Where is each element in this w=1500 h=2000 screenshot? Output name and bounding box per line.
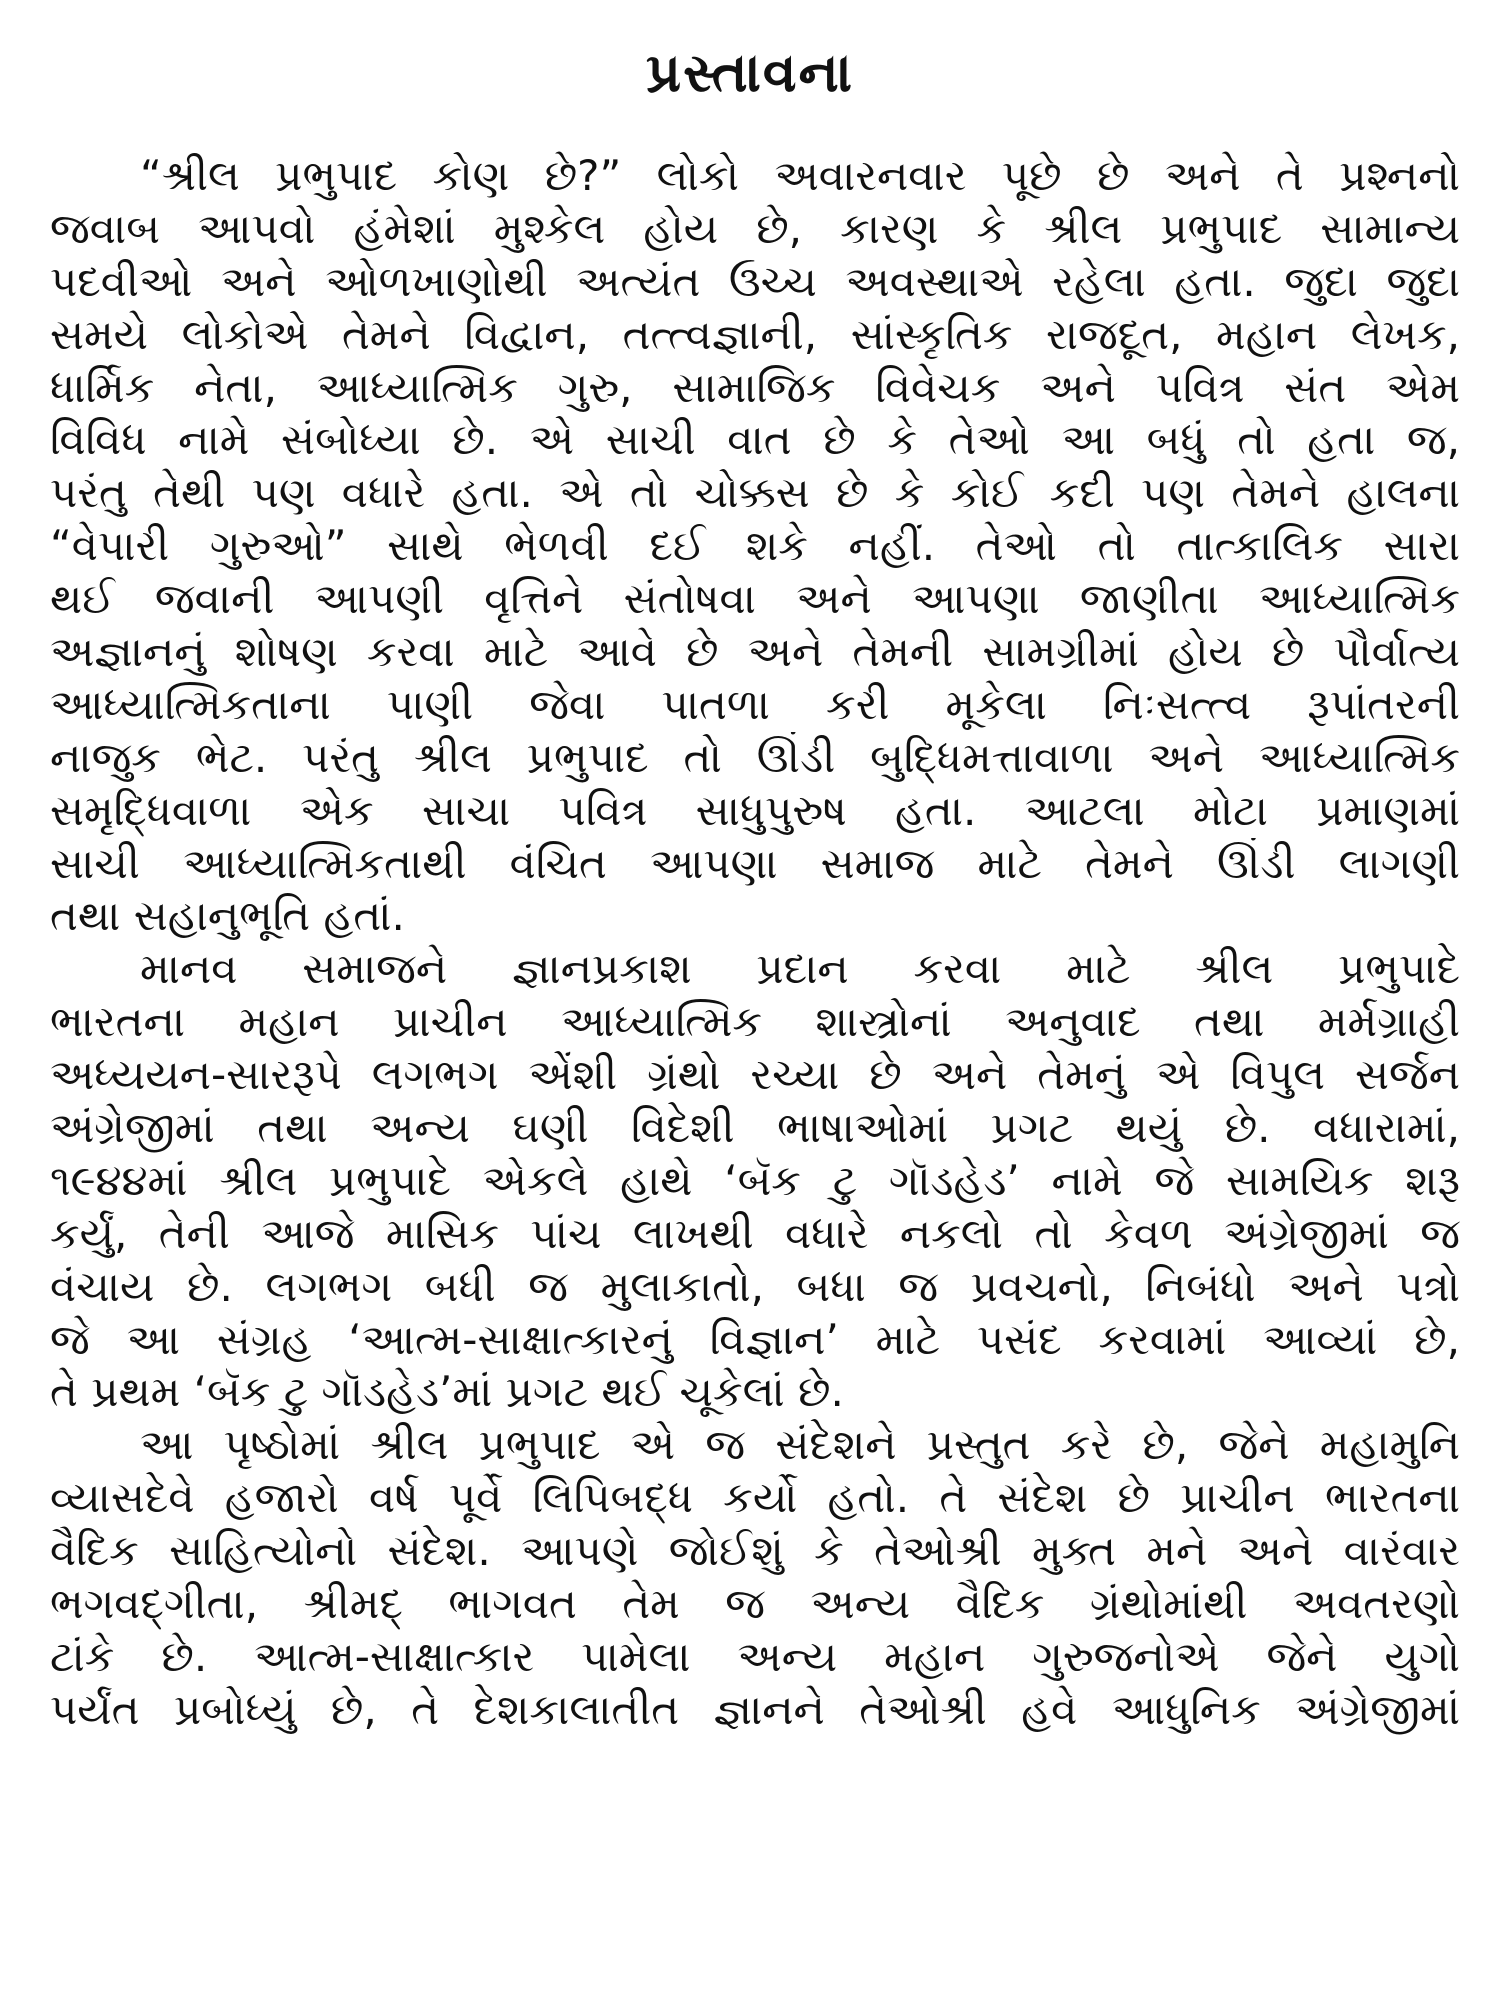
text-line: અધ્યયન-સારરૂપે લગભગ એંશી ગ્રંથો રચ્યા છે અને તેમનું એ વિપુલ સર્જન	[50, 1050, 1460, 1100]
page-title: પ્રસ્તાવના	[646, 41, 854, 104]
text-line: માનવ સમાજને જ્ઞાનપ્રકાશ પ્રદાન કરવા માટે શ્રીલ પ્રભુપાદે	[140, 944, 1460, 994]
text-line: વૈદિક સાહિત્યોનો સંદેશ. આપણે જોઈશું કે તેઓશ્રી મુક્ત મને અને વારંવાર	[50, 1526, 1460, 1576]
text-line: નાજુક ભેટ. પરંતુ શ્રીલ પ્રભુપાદ તો ઊંડી બુદ્ધિમત્તાવાળા અને આધ્યાત્મિક	[50, 732, 1460, 782]
text-line: ભારતના મહાન પ્રાચીન આધ્યાત્મિક શાસ્ત્રોનાં અનુવાદ તથા મર્મગ્રાહી	[50, 997, 1460, 1047]
text-line: ભગવદ્ગીતા, શ્રીમદ્ ભાગવત તેમ જ અન્ય વૈદિક ગ્રંથોમાંથી અવતરણો	[50, 1579, 1460, 1629]
text-line: સાચી આધ્યાત્મિકતાથી વંચિત આપણા સમાજ માટે તેમને ઊંડી લાગણી	[50, 838, 1460, 888]
text-line: વિવિધ નામે સંબોધ્યા છે. એ સાચી વાત છે કે તેઓ આ બધું તો હતા જ,	[50, 415, 1460, 465]
text-line: અજ્ઞાનનું શોષણ કરવા માટે આવે છે અને તેમની સામગ્રીમાં હોય છે પૌર્વાત્ય	[50, 627, 1460, 677]
text-line: “શ્રીલ પ્રભુપાદ કોણ છે?” લોકો અવારનવાર પૂછે છે અને તે પ્રશ્નનો	[140, 151, 1460, 200]
text-line: સમયે લોકોએ તેમને વિદ્વાન, તત્ત્વજ્ઞાની, સાંસ્કૃતિક રાજદૂત, મહાન લેખક,	[50, 309, 1460, 359]
text-line: જવાબ આપવો હંમેશાં મુશ્કેલ હોય છે, કારણ કે શ્રીલ પ્રભુપાદ સામાન્ય	[50, 203, 1460, 253]
text-line: ટાંકે છે. આત્મ-સાક્ષાત્કાર પામેલા અન્ય મહાન ગુરુજનોએ જેને યુગો	[50, 1631, 1460, 1681]
text-line: કર્યું, તેની આજે માસિક પાંચ લાખથી વધારે નકલો તો કેવળ અંગ્રેજીમાં જ	[50, 1208, 1460, 1258]
text-line: વ્યાસદેવે હજારો વર્ષ પૂર્વે લિપિબદ્ધ કર્યો હતો. તે સંદેશ છે પ્રાચીન ભારતના	[50, 1473, 1460, 1523]
text-line: આ પૃષ્ઠોમાં શ્રીલ પ્રભુપાદ એ જ સંદેશને પ્રસ્તુત કરે છે, જેને મહામુનિ	[140, 1420, 1460, 1470]
text-line: વંચાય છે. લગભગ બધી જ મુલાકાતો, બધા જ પ્રવચનો, નિબંધો અને પત્રો	[50, 1261, 1460, 1311]
text-line: આધ્યાત્મિકતાના પાણી જેવા પાતળા કરી મૂકેલા નિઃસત્ત્વ રૂપાંતરની	[50, 679, 1460, 729]
text-line: તથા સહાનુભૂતિ હતાં.	[50, 891, 405, 941]
text-line: તે પ્રથમ ‘બૅક ટુ ગૉડહેડ’માં પ્રગટ થઈ ચૂકેલાં છે.	[50, 1367, 844, 1417]
text-line: ધાર્મિક નેતા, આધ્યાત્મિક ગુરુ, સામાજિક વિવેચક અને પવિત્ર સંત એમ	[50, 362, 1460, 412]
text-line: અંગ્રેજીમાં તથા અન્ય ઘણી વિદેશી ભાષાઓમાં પ્રગટ થયું છે. વધારામાં,	[50, 1103, 1460, 1153]
text-line: જે આ સંગ્રહ ‘આત્મ-સાક્ષાત્કારનું વિજ્ઞાન’ માટે પસંદ કરવામાં આવ્યાં છે,	[50, 1314, 1460, 1364]
text-line: સમૃદ્ધિવાળા એક સાચા પવિત્ર સાધુપુરુષ હતા. આટલા મોટા પ્રમાણમાં	[50, 785, 1460, 835]
body-text	[50, 150, 1460, 1737]
text-line: ૧૯૪૪માં શ્રીલ પ્રભુપાદે એકલે હાથે ‘બૅક ટુ ગૉડહેડ’ નામે જે સામયિક શરૂ	[50, 1155, 1460, 1205]
text-line: પર્યંત પ્રબોધ્યું છે, તે દેશકાલાતીત જ્ઞાનને તેઓશ્રી હવે આધુનિક અંગ્રેજીમાં	[50, 1684, 1460, 1734]
text-line: પરંતુ તેથી પણ વધારે હતા. એ તો ચોક્કસ છે કે કોઈ કદી પણ તેમને હાલના	[50, 468, 1460, 518]
text-line: “વેપારી ગુરુઓ” સાથે ભેળવી દઈ શકે નહીં. તેઓ તો તાત્કાલિક સારા	[50, 521, 1460, 571]
text-line: થઈ જવાની આપણી વૃત્તિને સંતોષવા અને આપણા જાણીતા આધ્યાત્મિક	[50, 574, 1460, 624]
text-line: પદવીઓ અને ઓળખાણોથી અત્યંત ઉચ્ચ અવસ્થાએ રહેલા હતા. જુદા જુદા	[50, 256, 1460, 306]
